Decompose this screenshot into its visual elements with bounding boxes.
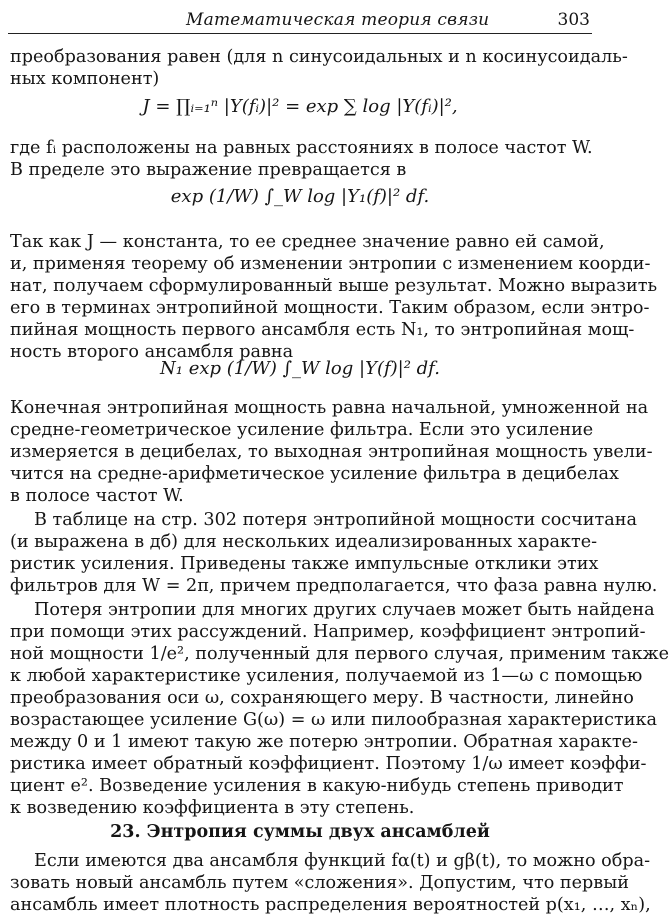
text-line: нат, получаем сформулированный выше результат. Можно выразить xyxy=(10,276,658,296)
text-line: В пределе это выражение превращается в xyxy=(10,160,407,180)
text-line: ристика имеет обратный коэффициент. Поэтому 1/ω имеет коэффи- xyxy=(10,754,647,774)
text-line: (и выражена в дб) для нескольких идеализированных характе- xyxy=(10,532,598,552)
text-line: ристик усиления. Приведены также импульсные отклики этих xyxy=(10,554,599,574)
header-rule xyxy=(8,33,592,34)
text-line: ансамбль имеет плотность распределения вероятностей p(x₁, …, xₙ), xyxy=(10,895,651,915)
text-line: циент e². Возведение усиления в какую-нибудь степень приводит xyxy=(10,776,624,796)
section-heading: 23. Энтропия суммы двух ансамблей xyxy=(110,822,490,842)
running-title: Математическая теория связи xyxy=(186,10,490,30)
equation-entropy-power: N₁ exp (1/W) ∫_W log |Y(f)|² df. xyxy=(160,358,440,379)
text-line: чится на средне-арифметическое усиление фильтра в децибелах xyxy=(10,464,619,484)
text-line: Так как J — константа, то ее среднее значение равно ей самой, xyxy=(10,232,605,252)
text-line: пийная мощность первого ансамбля есть N₁, то энтропийная мощ- xyxy=(10,320,635,340)
text-line: при помощи этих рассуждений. Например, коэффициент энтропий- xyxy=(10,622,646,642)
text-line: в полосе частот W. xyxy=(10,486,184,506)
text-line: возрастающее усиление G(ω) = ω или пилообразная характеристика xyxy=(10,710,657,730)
text-line: измеряется в децибелах, то выходная энтропийная мощность увели- xyxy=(10,442,653,462)
text-line: Потеря энтропии для многих других случаев может быть найдена xyxy=(34,600,655,620)
text-line: к любой характеристике усиления, получаемой из 1—ω с помощью xyxy=(10,666,643,686)
page-header xyxy=(8,8,592,34)
text-line: В таблице на стр. 302 потеря энтропийной мощности сосчитана xyxy=(34,510,637,530)
text-line: фильтров для W = 2π, причем предполагается, что фаза равна нулю. xyxy=(10,576,658,596)
text-line: между 0 и 1 имеют такую же потерю энтропии. Обратная характе- xyxy=(10,732,638,752)
text-line: преобразования равен (для n синусоидальных и n косинусоидаль- xyxy=(10,47,628,67)
text-line: ной мощности 1/e², полученный для первого случая, применим также xyxy=(10,644,669,664)
text-line: ность второго ансамбля равна xyxy=(10,342,294,362)
text-line: его в терминах энтропийной мощности. Таким образом, если энтро- xyxy=(10,298,650,318)
text-line: к возведению коэффициента в эту степень. xyxy=(10,798,415,818)
text-line: где fᵢ расположены на равных расстояниях в полосе частот W. xyxy=(10,138,593,158)
text-line: преобразования оси ω, сохраняющего меру. В частности, линейно xyxy=(10,688,634,708)
text-line: зовать новый ансамбль путем «сложения». Допустим, что первый xyxy=(10,873,629,893)
equation-limit: exp (1/W) ∫_W log |Y₁(f)|² df. xyxy=(170,186,430,207)
page-number: 303 xyxy=(557,10,590,30)
text-line: Если имеются два ансамбля функций fα(t) и gβ(t), то можно обра- xyxy=(34,851,651,871)
text-line: и, применяя теорему об изменении энтропии с изменением коорди- xyxy=(10,254,651,274)
text-line: средне-геометрическое усиление фильтра. Если это усиление xyxy=(10,420,594,440)
equation-product: J = ∏ᵢ₌₁ⁿ |Y(fᵢ)|² = exp ∑ log |Y(fᵢ)|², xyxy=(142,96,458,117)
text-line: ных компонент) xyxy=(10,69,160,89)
text-line: Конечная энтропийная мощность равна начальной, умноженной на xyxy=(10,398,649,418)
